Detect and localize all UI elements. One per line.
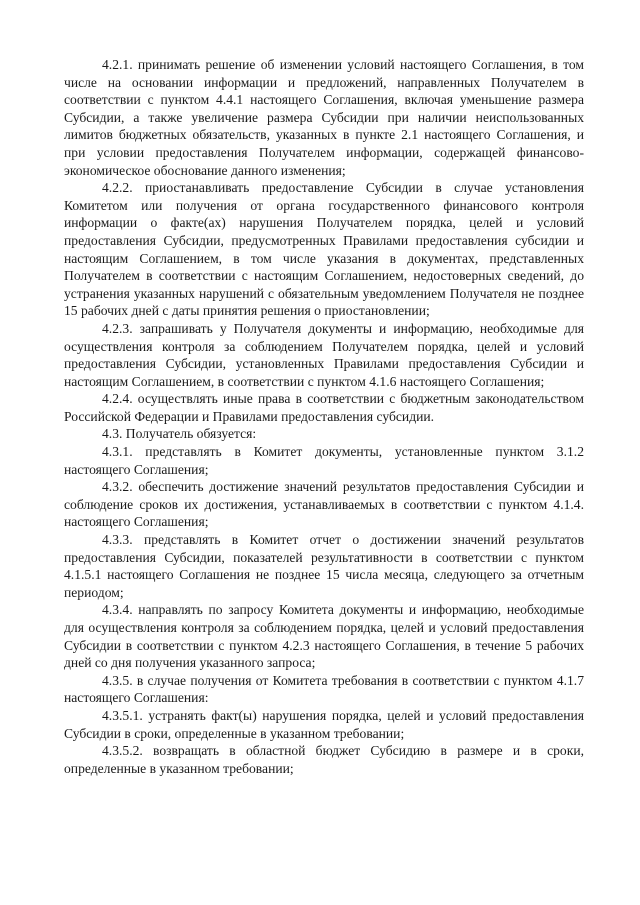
clause-4-3-1: 4.3.1. представлять в Комитет документы, установленные пунктом 3.1.2 настоящего Соглашения; (64, 444, 584, 477)
clause-4-3-heading: 4.3. Получатель обязуется: (102, 426, 257, 442)
clause-4-2-4: 4.2.4. осуществлять иные права в соответствии с бюджетным законодательством Российской Федерации и Правилами предоставления субсидии. (64, 391, 584, 424)
clause-4-2-3: 4.2.3. запрашивать у Получателя документы и информацию, необходимые для осуществления контроля за соблюдением Получателем порядка, целей и условий предоставления Субсидии, установленных Правилами предоставления Субсидии и настоящим Соглашением, в соответствии с пунктом 4.1.6 настоящего Соглашения; (64, 320, 584, 389)
clause-4-3-2: 4.3.2. обеспечить достижение значений результатов предоставления Субсидии и соблюдение сроков их достижения, устанавливаемых в соответствии с пунктом 4.1.4. настоящего Соглашения; (64, 479, 584, 530)
clause-4-2-2: 4.2.2. приостанавливать предоставление Субсидии в случае установления Комитетом или получения от органа государственного финансового контроля информации о факте(ах) нарушения Получателем порядка, целей и условий предоставления Субсидии, предусмотренных Правилами предоставления субсидии и настоящим Соглашением, в том числе указания в документах, представленных Получателем в соответствии с настоящим Соглашением, недостоверных сведений, до устранения указанных нарушений с обязательным уведомлением Получателя не позднее 15 рабочих дней с даты принятия решения о приостановлении; (64, 180, 584, 319)
clause-4-3-3: 4.3.3. представлять в Комитет отчет о достижении значений результатов предоставления Субсидии, показателей результативности в соответствии с пунктом 4.1.5.1 настоящего Соглашения не позднее 15 числа месяца, следующего за отчетным периодом; (64, 532, 584, 600)
clause-4-3-5-2: 4.3.5.2. возвращать в областной бюджет Субсидию в размере и в сроки, определенные в указанном требовании; (64, 743, 584, 776)
clause-4-2-1: 4.2.1. принимать решение об изменении условий настоящего Соглашения, в том числе на основании информации и предложений, направленных Получателем в соответствии с пунктом 4.4.1 настоящего Соглашения, включая уменьшение размера Субсидии, а также увеличение размера Субсидии при наличии неиспользованных лимитов бюджетных обязательств, указанных в пункте 2.1 настоящего Соглашения, и при условии предоставления Получателем информации, содержащей финансово-экономическое обоснование данного изменения; (64, 57, 584, 178)
clause-4-3-5: 4.3.5. в случае получения от Комитета требования в соответствии с пунктом 4.1.7 настоящего Соглашения: (64, 672, 584, 706)
clause-4-3-4: 4.3.4. направлять по запросу Комитета документы и информацию, необходимые для осуществления контроля за соблюдением порядка, целей и условий предоставления Субсидии в соответствии с пунктом 4.2.3 настоящего Соглашения, в течение 5 рабочих дней со дня получения указанного запроса; (64, 602, 584, 671)
document-page (64, 56, 584, 777)
clause-4-3-5-1: 4.3.5.1. устранять факт(ы) нарушения порядка, целей и условий предоставления Субсидии в сроки, определенные в указанном требовании; (64, 707, 584, 741)
